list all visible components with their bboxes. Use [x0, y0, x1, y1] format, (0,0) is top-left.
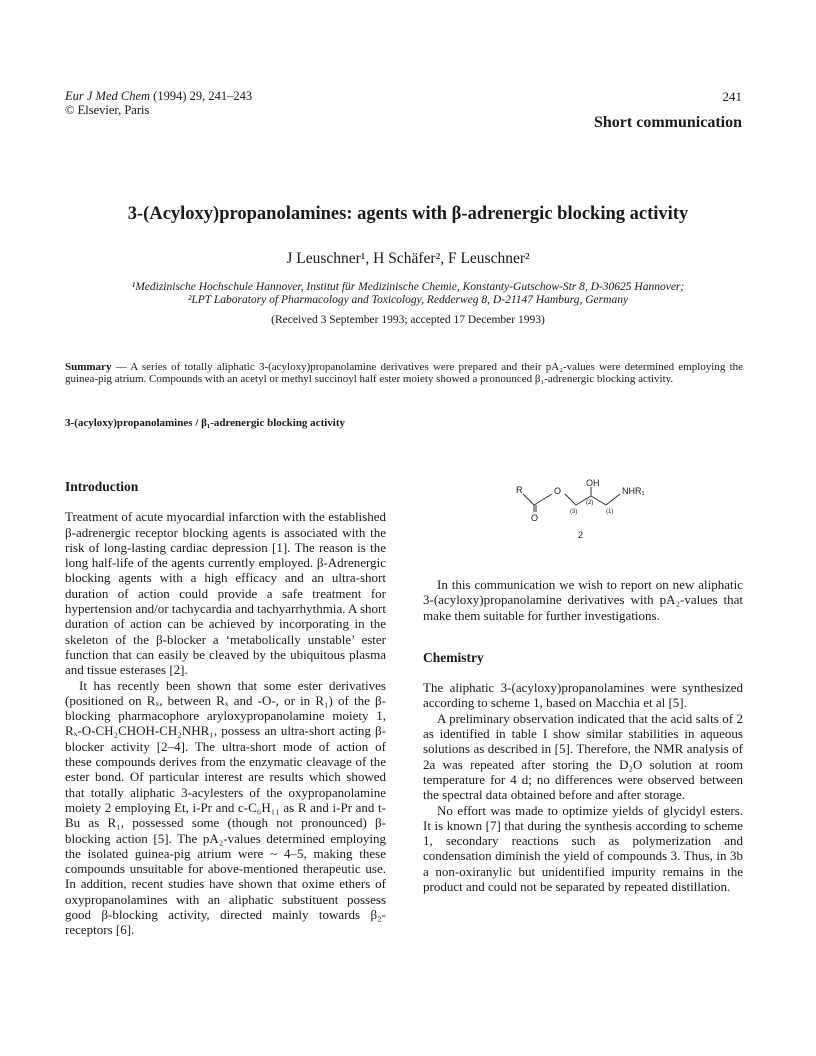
- structure-position-2: (2): [586, 500, 594, 506]
- right-column: [423, 577, 743, 894]
- journal-citation: [65, 89, 252, 117]
- summary-text: — A series of totally aliphatic 3-(acyloxy)propanolamine derivatives were prepared and their pA₂-values were determined employing the guinea-pig atrium. Compounds with an acetyl or methyl succinoyl half ester moiety showed a pronounced β₁-adrenergic blocking activity.: [65, 361, 744, 385]
- keywords: 3-(acyloxy)propanolamines / β₁-adrenergic blocking activity: [65, 417, 346, 429]
- chem-paragraph-3: No effort was made to optimize yields of glycidyl esters. It is known [7] that during the synthesis according to scheme 1, secondary reactions such as polymerization and condensation diminish the yield of compounds 3. Thus, in 3b a non-oxiranylic but unidentified impurity remains in the product and could not be separated by repeated distillation.: [423, 802, 743, 895]
- chemical-structure-2: [510, 474, 670, 544]
- journal-volume: (1994) 29, 241–243: [153, 89, 253, 103]
- structure-ester-o-label: O: [554, 486, 562, 496]
- structure-position-3: (3): [570, 509, 578, 515]
- chem-paragraph-2: A preliminary observation indicated that the acid salts of 2 as identified in table I show similar stabilities in aqueous solutions as described in [5]. Therefore, the NMR analysis of 2a was repeated after storing the D₂O solution at room temperature for 4 d; no differences were observed between the spectral data obtained before and after storage.: [423, 710, 743, 803]
- summary-label: Summary: [65, 361, 112, 373]
- author-list: J Leuschner¹, H Schäfer², F Leuschner²: [286, 250, 530, 267]
- left-column: [65, 479, 386, 938]
- structure-r-label: R: [516, 485, 523, 495]
- structure-carbonyl-o-label: O: [531, 513, 539, 523]
- affiliation-2: ²LPT Laboratory of Pharmacology and Toxicology, Redderweg 8, D-21147 Hamburg, Germany: [187, 294, 629, 306]
- structure-nhr-label: NHR₁: [622, 486, 645, 496]
- chemistry-heading: Chemistry: [423, 649, 484, 665]
- introduction-heading: Introduction: [65, 479, 139, 494]
- right-paragraph-1: In this communication we wish to report on new aliphatic 3-(acyloxy)propanolamine derivatives with pA₂-values that make them suitable for further investigations.: [423, 577, 743, 623]
- chem-paragraph-1: The aliphatic 3-(acyloxy)propanolamines were synthesized according to scheme 1, based on Macchia et al [5].: [423, 680, 743, 711]
- page-number: 241: [722, 89, 742, 104]
- section-type: Short communication: [594, 114, 742, 131]
- journal-name: Eur J Med Chem: [65, 89, 151, 103]
- structure-number: 2: [578, 530, 584, 540]
- intro-paragraph-1: Treatment of acute myocardial infarction with the established β-adrenergic receptor blocking agents is associated with the risk of long-lasting cardiac depression [1]. The reason is the long half-life of the agents currently employed. β-Adrenergic blocking agents with a high efficacy and an ultra-short duration of action could provide a safe treatment for hypertension and/or tachycardia and tachyarrhythmia. A short duration of action can be achieved by incorporating in the skeleton of the β-blocker a ‘metabolically unstable’ ester function that can easily be cleaved by the ubiquitous plasma and tissue esterases [2].: [65, 509, 386, 678]
- received-dates: (Received 3 September 1993; accepted 17 December 1993): [271, 314, 545, 326]
- summary: [65, 361, 743, 385]
- structure-oh-label: OH: [586, 478, 600, 488]
- publisher: © Elsevier, Paris: [65, 103, 150, 117]
- affiliation-1: ¹Medizinische Hochschule Hannover, Institut für Medizinische Chemie, Konstanty-Gutschow-Str 8, D-30625 Hannover;: [131, 281, 685, 293]
- article-title: 3-(Acyloxy)propanolamines: agents with β-adrenergic blocking activity: [127, 204, 689, 224]
- intro-paragraph-2: It has recently been shown that some ester derivatives (positioned on Rₓ, between Rₓ and -O-, or in R₁) of the β-blocking pharmacophore aryloxypropanolamine moiety 1, Rₓ-O-CH₂CHOH-CH₂NHR₁, possess an ultra-short acting β-blocker activity [2–4]. The ultra-short mode of action of these compounds derives from the enzymatic cleavage of the ester bond. Of particular interest are results which showed that totally aliphatic 3-acylesters of the oxypropanolamine moiety 2 employing Et, i-Pr and c-C₆H₁₁ as R and i-Pr and t-Bu as R₁, possessed some (though not pronounced) β-blocking action [5]. The pA₂-values determined employing the isolated guinea-pig atrium were ~ 4–5, making these compounds unsuitable for above-mentioned therapeutic use. In addition, recent studies have shown that oxime ethers of oxypropanolamines with an aliphatic substituent possess good β-blocking activity, directed mainly towards β₂-receptors [6].: [65, 677, 386, 938]
- structure-position-1: (1): [606, 509, 614, 515]
